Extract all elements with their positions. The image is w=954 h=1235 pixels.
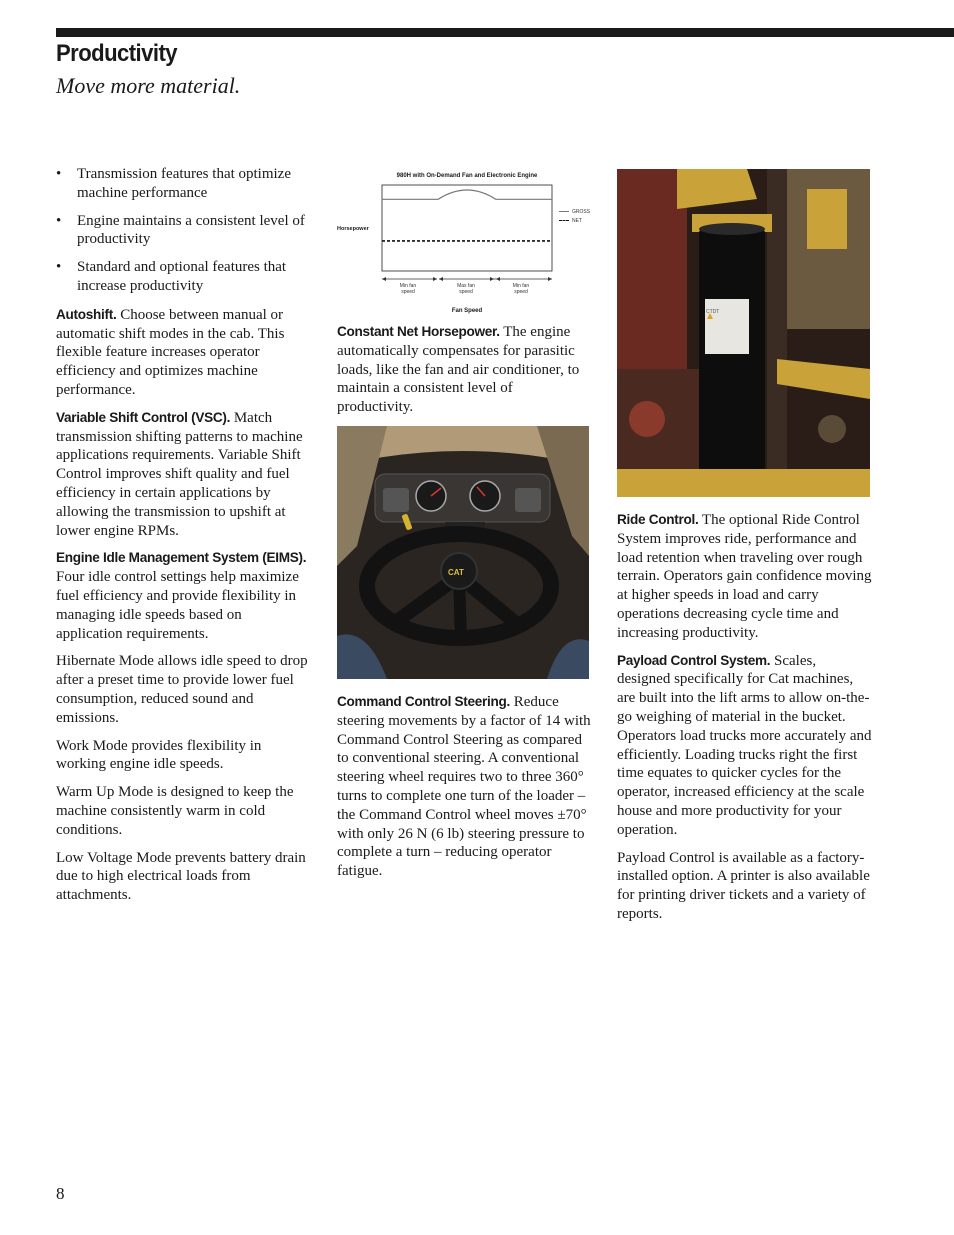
ride-control-paragraph: Ride Control. The optional Ride Control System improves ride, performance and load retention when traveling over rough terrain. Operators gain confidence moving at higher speeds in load and carry operations decreasing cycle time and increasing productivity. [617,512,872,641]
autoshift-paragraph: Autoshift. Choose between manual or automatic shift modes in the cab. This flexible feature increases operator efficiency and optimizes machine performance. [56,306,285,398]
ccs-heading: Command Control Steering. [337,693,511,709]
column-middle [337,165,592,890]
ride-control-photo [617,169,870,497]
accumulator-label: CTDT [706,309,720,315]
payload-paragraph: Payload Control System. Scales, designed specifically for Cat machines, are built into the lift arms to allow on-the-go weighing of material in the bucket. Operators load trucks more accurately and efficiently. Loading trucks right the first time equates to quicker cycles for the operator, increased efficiency at the scale house and more productivity for your operation. [617,652,872,838]
page-subtitle: Move more material. [56,73,241,98]
series-gross-line [382,190,552,199]
hibernate-paragraph: Hibernate Mode allows idle speed to drop after a preset time to provide lower fuel consumption, reduced sound and emissions. [56,653,308,726]
arrowhead-icon [548,277,552,281]
column-right [617,169,873,933]
bullet-dot-icon: • [56,166,62,182]
legend-gross: GROSS [559,203,590,222]
tick-label-2: Min fan speed [512,283,530,295]
vsc-paragraph: Variable Shift Control (VSC). Match transmission shifting patterns to machine applications requirements. Variable Shift Control improves shift quality and fuel efficiency in certain applications by allowing the transmission to upshift at lower engine RPMs. [56,409,303,539]
tick-label-0: Min fan speed [399,283,417,295]
arrowhead-icon [382,277,386,281]
autoshift-heading: Autoshift. [56,306,117,322]
bullet-item: • Transmission features that optimize machine performance [56,166,291,201]
horsepower-chart [337,165,592,315]
bullet-dot-icon: • [56,212,62,229]
legend-dashed-swatch [559,220,569,221]
arrowhead-icon [496,277,500,281]
chart-y-label: Horsepower [337,226,369,232]
cab-steering-photo [337,426,589,679]
arrowhead-icon [433,277,437,281]
page-number: 8 [56,1184,65,1203]
ride-control-accumulator-illustration [617,169,870,497]
steering-wheel-illustration [337,426,589,679]
eims-heading: Engine Idle Management System (EIMS). [56,550,307,566]
eims-paragraph: Engine Idle Management System (EIMS). Four idle control settings help maximize fuel efficiency and provide flexibility in managing idle speeds based on application requirements. [56,550,307,642]
page-title: Productivity [56,40,177,67]
feature-bullets [56,165,312,296]
payload-option-paragraph: Payload Control is available as a factory-installed option. A printer is also available for printing driver tickets and a variety of reports. [617,849,870,922]
low-voltage-paragraph: Low Voltage Mode prevents battery drain due to high electrical loads from attachments. [56,849,306,904]
header-rule [56,28,954,37]
cnh-paragraph: Constant Net Horsepower. The engine automatically compensates for parasitic loads, like the fan and air conditioner, to maintain a consistent level of productivity. [337,324,580,416]
cat-logo: CAT [448,567,464,577]
warmup-paragraph: Warm Up Mode is designed to keep the machine consistently warm in cold conditions. [56,784,294,838]
ride-control-heading: Ride Control. [617,512,699,527]
chart-title: 980H with On-Demand Fan and Electronic Engine [396,173,538,179]
bullet-item: • Engine maintains a consistent level of productivity [56,212,305,248]
arrowhead-icon [439,277,443,281]
chart-frame [382,185,552,271]
vsc-heading: Variable Shift Control (VSC). [56,409,231,425]
bullet-item: • Standard and optional features that increase productivity [56,259,287,294]
tick-label-1: Max fan speed [457,283,475,295]
payload-heading: Payload Control System. [617,652,771,668]
cnh-heading: Constant Net Horsepower. [337,324,500,339]
bullet-dot-icon: • [56,259,62,276]
ccs-paragraph: Command Control Steering. Reduce steering movements by a factor of 14 with Command Control Steering as compared to conventional steering. A conventional steering wheel requires two to three 360° turns to complete one turn of the loader – the Command Control wheel moves ±70° with only 26 N (6 lb) steering pressure to complete a turn – reducing operator fatigue. [337,693,591,880]
arrowhead-icon [490,277,494,281]
legend-net: NET [559,212,582,231]
work-mode-paragraph: Work Mode provides flexibility in working engine idle speeds. [56,737,262,773]
column-left [56,165,312,914]
chart-x-label: Fan Speed [451,308,483,314]
